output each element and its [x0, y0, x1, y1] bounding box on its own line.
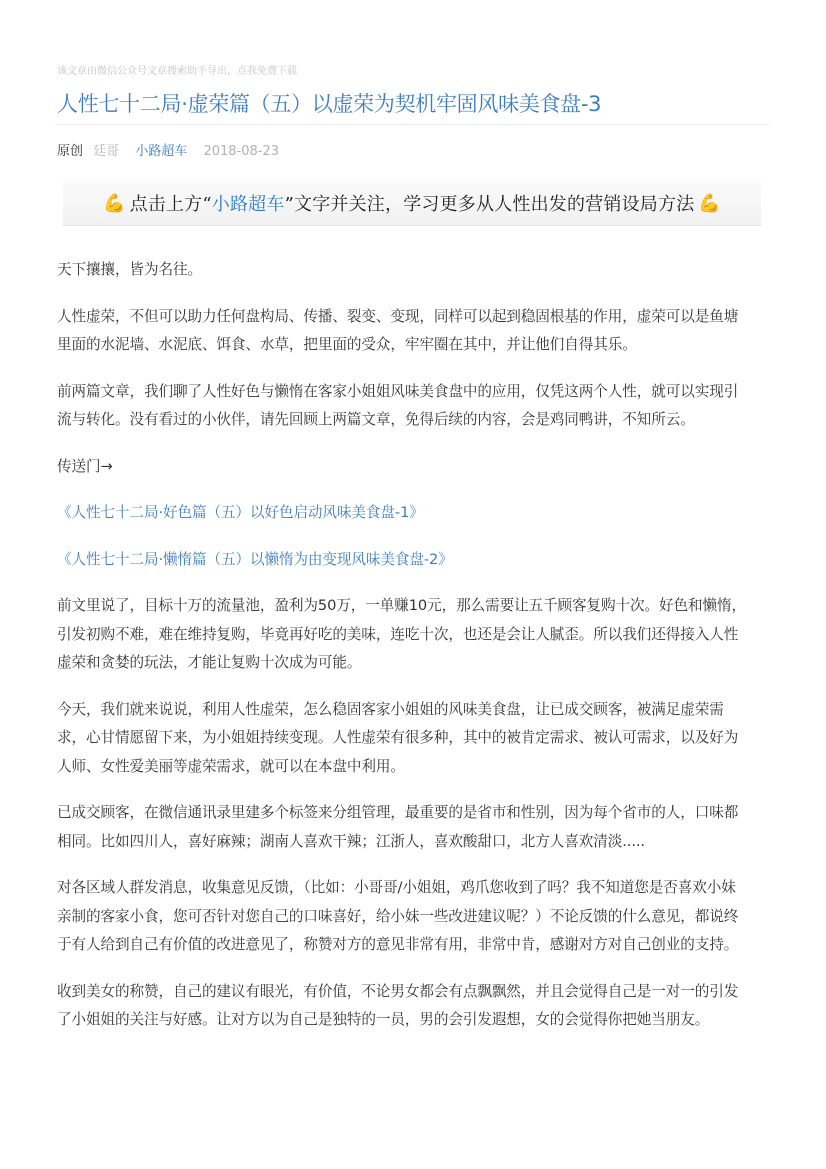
paragraph-line: 前文里说了，目标十万的流量池，盈利为50万，一单赚10元，那么需要让五千顾客复购十次。好色和懒惰， [57, 597, 746, 614]
publish-date: 2018-08-23 [203, 144, 280, 159]
related-article-link[interactable] [57, 499, 771, 528]
paragraph-line: 已成交顾客，在微信通讯录里建多个标签来分组管理，最重要的是省市和性别，因为每个省市的人，口味都 [57, 804, 739, 821]
body-paragraph [57, 978, 771, 1035]
flexed-biceps-icon: 💪 [698, 192, 722, 214]
related-article-link[interactable] [57, 546, 771, 575]
body-paragraph [57, 592, 771, 678]
paragraph-line: 收到美女的称赞，自己的建议有眼光，有价值，不论男女都会有点飘飘然，并且会觉得自己是一对一的引发 [57, 982, 739, 1000]
body-paragraph [57, 874, 771, 960]
paragraph-line: 里面的水泥墙、水泥底、饵食、水草，把里面的受众，牢牢圈在其中，并让他们自得其乐。 [57, 336, 637, 353]
article-title: 人性七十二局·虚荣篇（五）以虚荣为契机牢固风味美食盘-3 [57, 92, 602, 116]
author-name: 廷哥 [93, 144, 120, 159]
original-label: 原创 [57, 144, 84, 159]
paragraph-line: 《人性七十二局·好色篇（五）以好色启动风味美食盘-1》 [57, 504, 424, 521]
banner-account-name: 小路超车 [211, 194, 285, 215]
body-paragraph [57, 799, 771, 856]
body-paragraph [57, 696, 771, 782]
paragraph-line: 对各区域人群发消息，收集意见反馈，（比如：小哥哥/小姐姐，鸡爪您收到了吗？我不知道您是否喜欢小妹 [57, 879, 736, 896]
paragraph-line: 人性虚荣，不但可以助力任何盘构局、传播、裂变、变现，同样可以起到稳固根基的作用，虚荣可以是鱼塘 [57, 307, 739, 325]
paragraph-line: 天下攘攘，皆为名往。 [57, 261, 202, 278]
export-notice-link[interactable]: 该文章由微信公众号文章搜索助手导出，点我免费下载 [57, 66, 297, 77]
account-link[interactable]: 小路超车 [135, 144, 188, 159]
flexed-biceps-icon: 💪 [102, 192, 126, 214]
title-divider [57, 124, 769, 125]
paragraph-line: 于有人给到自己有价值的改进意见了，称赞对方的意见非常有用，非常中肯，感谢对方对自己创业的支持。 [57, 936, 739, 953]
paragraph-line: 了小姐姐的关注与好感。让对方以为自己是独特的一员，男的会引发遐想，女的会觉得你把她当朋友。 [57, 1011, 710, 1028]
follow-banner [63, 181, 761, 226]
body-paragraph [57, 303, 771, 360]
paragraph-line: 虚荣和贪婪的玩法，才能让复购十次成为可能。 [57, 654, 362, 671]
body-paragraph [57, 256, 771, 285]
paragraph-line: 流与转化。没有看过的小伙伴，请先回顾上两篇文章，免得后续的内容，会是鸡同鸭讲，不知所云。 [57, 411, 695, 428]
banner-text-after: ”文字并关注，学习更多从人性出发的营销设局方法 [284, 194, 695, 215]
paragraph-line: 《人性七十二局·懒惰篇（五）以懒惰为由变现风味美食盘-2》 [57, 550, 453, 568]
paragraph-line: 相同。比如四川人，喜好麻辣；湖南人喜欢干辣；江浙人，喜欢酸甜口，北方人喜欢清淡..... [57, 832, 645, 850]
paragraph-line: 前两篇文章，我们聊了人性好色与懒惰在客家小姐姐风味美食盘中的应用，仅凭这两个人性，就可以实现引 [57, 382, 739, 400]
paragraph-line: 求，心甘情愿留下来，为小姐姐持续变现。人性虚荣有很多种，其中的被肯定需求、被认可需求，以及好为 [57, 729, 739, 746]
paragraph-line: 传送门→ [57, 457, 113, 475]
paragraph-line: 人师、女性爱美丽等虚荣需求，就可以在本盘中利用。 [57, 757, 405, 775]
paragraph-line: 今天，我们就来说说，利用人性虚荣，怎么稳固客家小姐姐的风味美食盘，让已成交顾客，被满足虚荣需 [57, 700, 724, 718]
paragraph-line: 亲制的客家小食，您可否针对您自己的口味喜好，给小妹一些改进建议呢？）不论反馈的什么意见，都说终 [57, 907, 739, 925]
banner-text-before: 点击上方“ [129, 194, 212, 215]
body-paragraph [57, 378, 771, 435]
body-paragraph [57, 453, 771, 482]
article-meta [57, 140, 279, 159]
article-body [57, 256, 771, 1053]
paragraph-line: 引发初购不难，难在维持复购，毕竟再好吃的美味，连吃十次，也还是会让人腻歪。所以我们还得接入人性 [57, 625, 739, 643]
